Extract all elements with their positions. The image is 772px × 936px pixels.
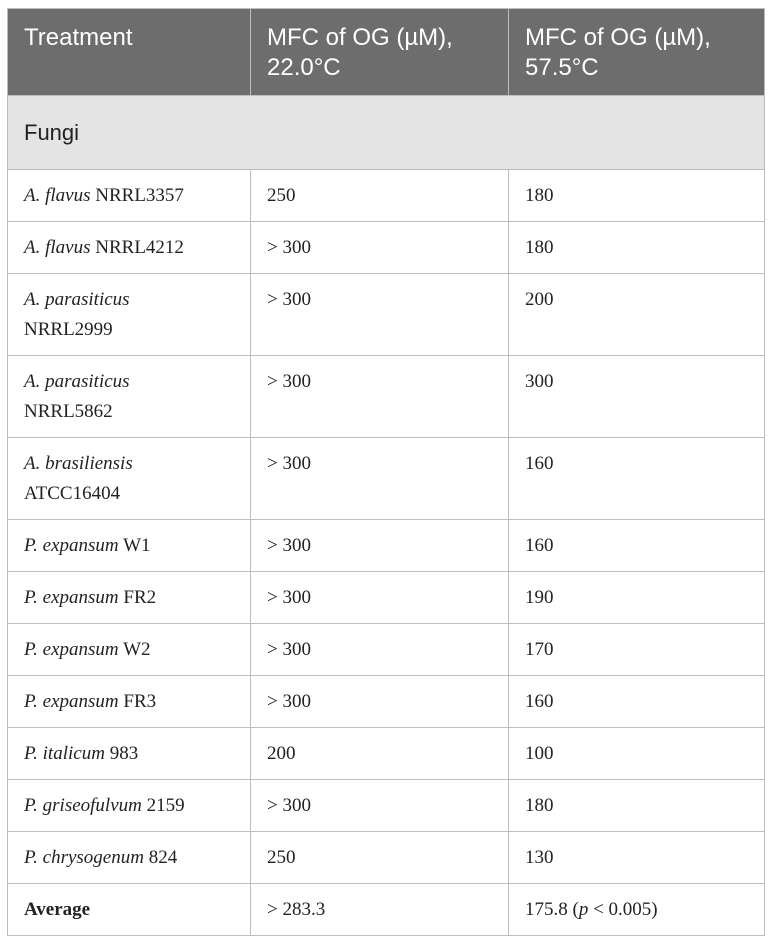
mfc-22-cell: > 300 — [251, 624, 509, 676]
treatment-cell: P. expansum FR3 — [8, 676, 251, 728]
mfc-57-cell: 100 — [509, 728, 765, 780]
mfc-22-cell: > 300 — [251, 780, 509, 832]
mfc-22-cell: > 300 — [251, 356, 509, 438]
section-label: Fungi — [8, 96, 765, 170]
average-mfc-22: > 283.3 — [251, 884, 509, 936]
table-row — [8, 520, 765, 572]
mfc-57-cell: 200 — [509, 274, 765, 356]
header-treatment: Treatment — [8, 9, 251, 96]
mfc-22-cell: 200 — [251, 728, 509, 780]
table-row — [8, 780, 765, 832]
mfc-57-cell: 160 — [509, 676, 765, 728]
table-row — [8, 676, 765, 728]
mfc-57-cell: 170 — [509, 624, 765, 676]
header-mfc-22: MFC of OG (µM), 22.0°C — [251, 9, 509, 96]
mfc-22-cell: 250 — [251, 832, 509, 884]
table-row — [8, 624, 765, 676]
section-row-fungi — [8, 96, 765, 170]
mfc-57-cell: 180 — [509, 222, 765, 274]
mfc-57-cell: 180 — [509, 780, 765, 832]
table-row — [8, 832, 765, 884]
mfc-22-cell: > 300 — [251, 676, 509, 728]
table-row — [8, 438, 765, 520]
mfc-22-cell: 250 — [251, 170, 509, 222]
treatment-cell: P. expansum W2 — [8, 624, 251, 676]
table-row — [8, 274, 765, 356]
treatment-cell: A. brasiliensis ATCC16404 — [8, 438, 251, 520]
header-mfc-57: MFC of OG (µM), 57.5°C — [509, 9, 765, 96]
treatment-cell: P. expansum W1 — [8, 520, 251, 572]
mfc-57-cell: 130 — [509, 832, 765, 884]
mfc-57-cell: 160 — [509, 438, 765, 520]
average-mfc-57: 175.8 (p < 0.005) — [509, 884, 765, 936]
average-row — [8, 884, 765, 936]
treatment-cell: A. flavus NRRL3357 — [8, 170, 251, 222]
treatment-cell: P. griseofulvum 2159 — [8, 780, 251, 832]
mfc-22-cell: > 300 — [251, 274, 509, 356]
table-row — [8, 356, 765, 438]
p-symbol: p — [578, 899, 589, 920]
mfc-57-cell: 300 — [509, 356, 765, 438]
table-row — [8, 572, 765, 624]
table-row — [8, 728, 765, 780]
mfc-22-cell: > 300 — [251, 520, 509, 572]
mfc-22-cell: > 300 — [251, 438, 509, 520]
table-row — [8, 222, 765, 274]
treatment-cell: P. italicum 983 — [8, 728, 251, 780]
mfc-table — [7, 8, 765, 936]
treatment-cell: A. parasiticus NRRL2999 — [8, 274, 251, 356]
mfc-22-cell: > 300 — [251, 572, 509, 624]
average-label: Average — [8, 884, 251, 936]
treatment-cell: P. chrysogenum 824 — [8, 832, 251, 884]
mfc-57-cell: 180 — [509, 170, 765, 222]
header-row — [8, 9, 765, 96]
mfc-22-cell: > 300 — [251, 222, 509, 274]
treatment-cell: A. parasiticus NRRL5862 — [8, 356, 251, 438]
mfc-57-cell: 190 — [509, 572, 765, 624]
treatment-cell: P. expansum FR2 — [8, 572, 251, 624]
mfc-57-cell: 160 — [509, 520, 765, 572]
treatment-cell: A. flavus NRRL4212 — [8, 222, 251, 274]
table-row — [8, 170, 765, 222]
